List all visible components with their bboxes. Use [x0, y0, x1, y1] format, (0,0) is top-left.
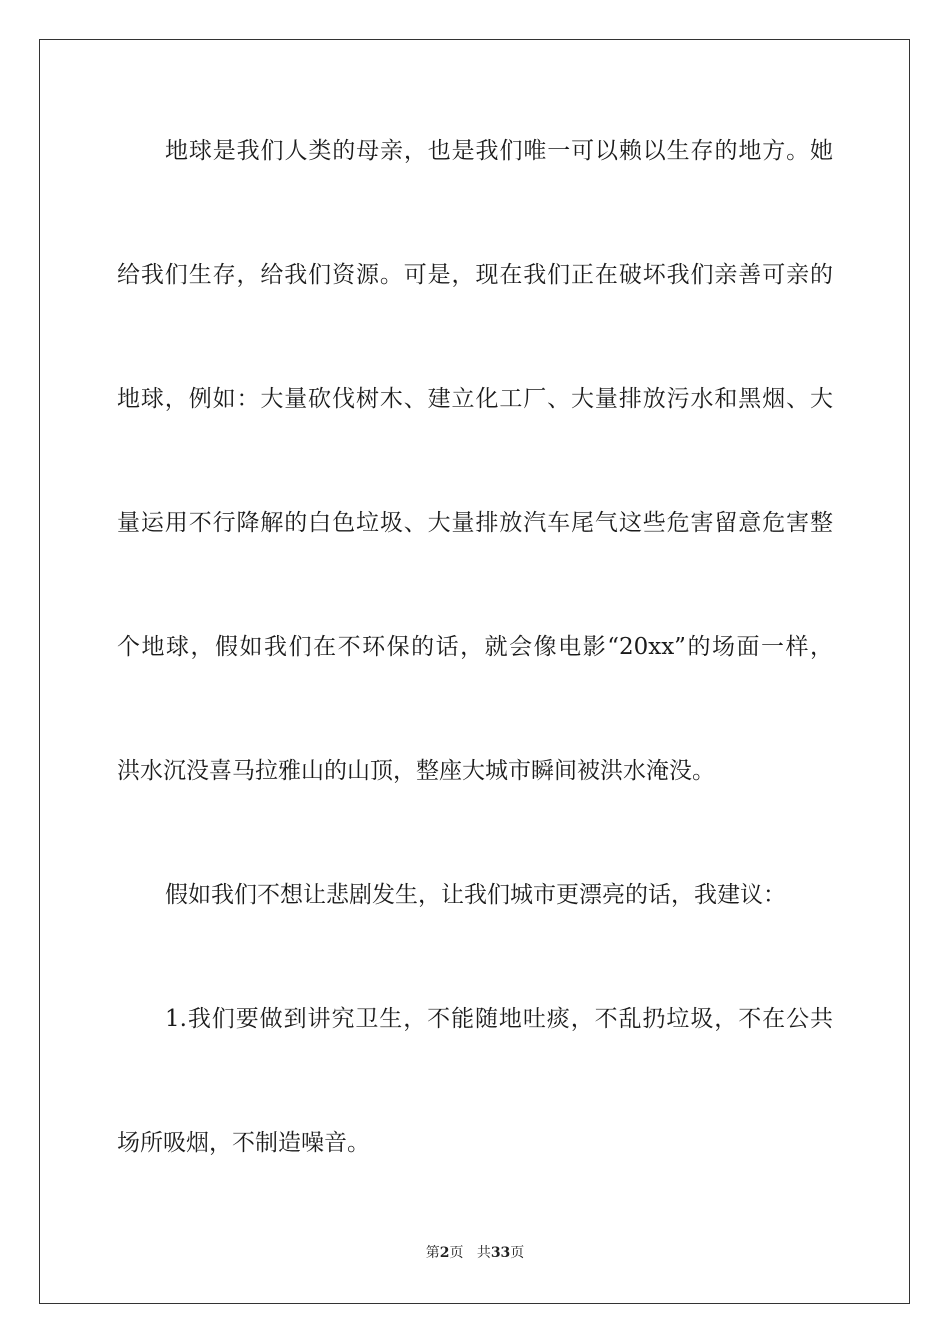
paragraph-3-line-1: 1.我们要做到讲究卫生，不能随地吐痰，不乱扔垃圾，不在公共: [165, 1006, 833, 1032]
page-number: 2: [439, 1245, 450, 1261]
total-pages: 33: [490, 1245, 511, 1261]
page-frame: [39, 39, 910, 1304]
total-prefix: 共: [476, 1245, 491, 1261]
paragraph-1-line-6: 洪水沉没喜马拉雅山的山顶，整座大城市瞬间被洪水淹没。: [117, 758, 715, 784]
page-suffix: 页: [449, 1245, 464, 1261]
page-footer: [0, 1244, 950, 1262]
paragraph-2-line-1: 假如我们不想让悲剧发生，让我们城市更漂亮的话，我建议：: [165, 882, 786, 908]
paragraph-1-line-4: 量运用不行降解的白色垃圾、大量排放汽车尾气这些危害留意危害整: [117, 510, 833, 536]
paragraph-3-line-2: 场所吸烟，不制造噪音。: [117, 1130, 370, 1156]
paragraph-1-line-5: 个地球，假如我们在不环保的话，就会像电影“20xx”的场面一样，: [117, 634, 833, 660]
paragraph-1-line-1: 地球是我们人类的母亲，也是我们唯一可以赖以生存的地方。她: [165, 138, 833, 164]
total-suffix: 页: [510, 1245, 525, 1261]
page-prefix: 第: [425, 1245, 440, 1261]
paragraph-1-line-2: 给我们生存，给我们资源。可是，现在我们正在破坏我们亲善可亲的: [117, 262, 833, 288]
paragraph-1-line-3: 地球，例如：大量砍伐树木、建立化工厂、大量排放污水和黑烟、大: [117, 386, 833, 412]
